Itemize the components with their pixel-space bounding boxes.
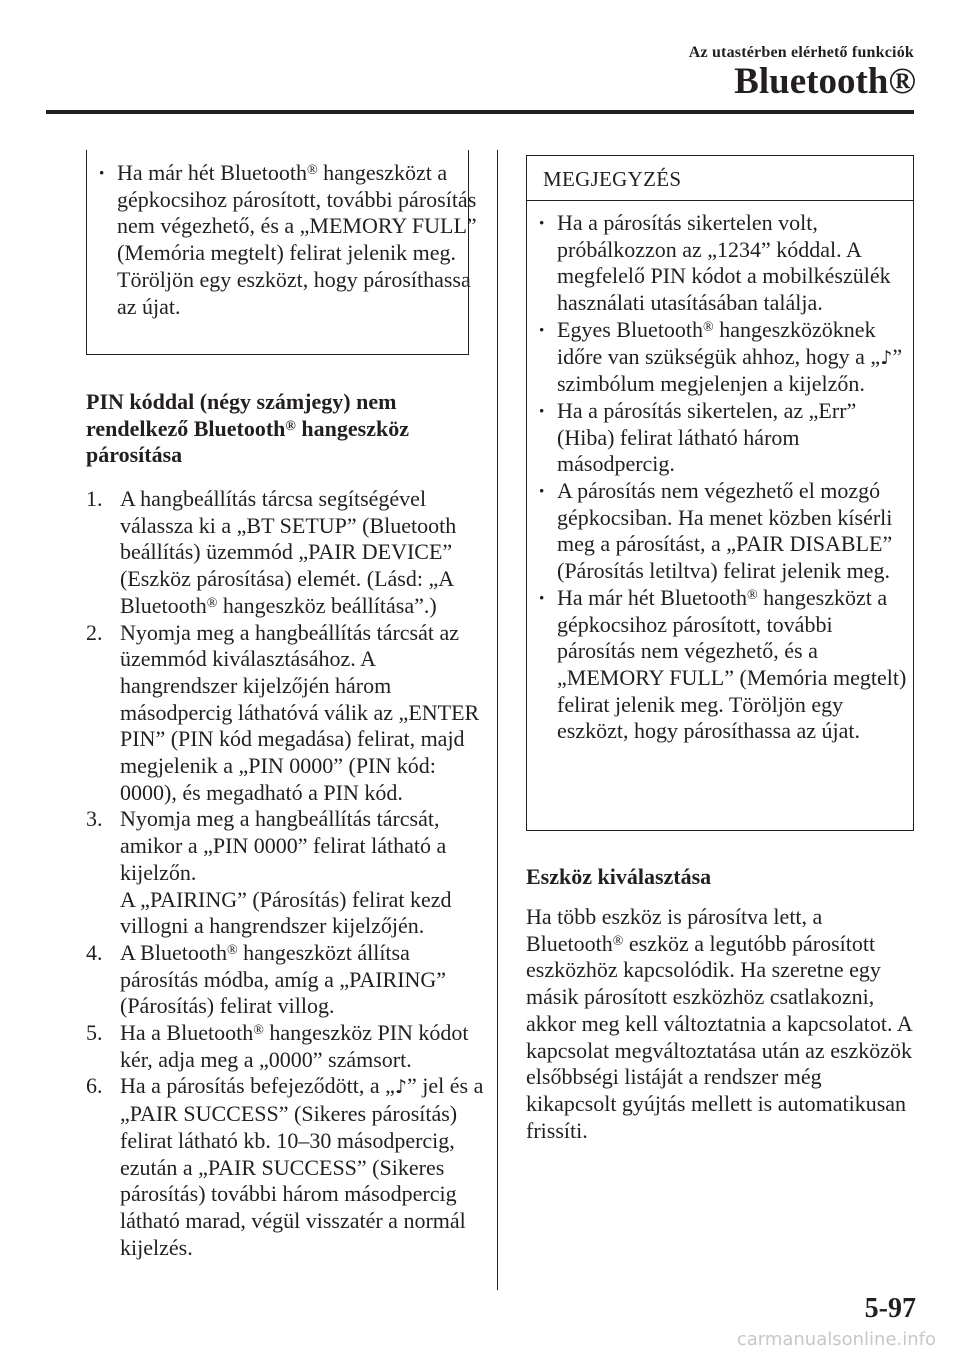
note-title: MEGJEGYZÉS bbox=[527, 156, 913, 201]
header-rule bbox=[46, 110, 914, 114]
note-list bbox=[527, 210, 911, 745]
step-item: 5. Ha a Bluetooth® hangeszköz PIN kódot kér, adja meg a „0000” számsort. bbox=[86, 1020, 469, 1072]
step-item: 2. Nyomja meg a hangbeállítás tárcsát az üzemmód kiválasztásához. A hangrendszer kijelzőjén három másodpercig láthatóvá válik az „ENTER PIN” (PIN kód megadása) felirat, majd megjelenik a „PIN 0000” (PIN kód: 0000), és megadható a PIN kód. bbox=[86, 619, 480, 805]
note-item: · Ha a párosítás sikertelen, az „Err” (Hiba) felirat látható három másodpercig. bbox=[527, 398, 911, 478]
note-item: · A párosítás nem végezhető el mozgó gépkocsiban. Ha menet közben kísérli meg a párosítást, a „PAIR DISABLE” (Párosítás letiltva) felirat jelenik meg. bbox=[527, 478, 911, 585]
note-box bbox=[526, 155, 914, 831]
step-item: 6. Ha a párosítás befejeződött, a „♪” jel és a „PAIR SUCCESS” (Sikeres párosítás) felirat látható kb. 10–30 másodpercig, ezután a „PAIR SUCCESS” (Sikeres párosítás) további három másodpercig látható marad, végül visszatér a normál kijelzés. bbox=[86, 1073, 484, 1260]
header-title: Bluetooth® bbox=[734, 61, 916, 102]
registered-sup: ® bbox=[307, 163, 318, 178]
pairing-steps bbox=[86, 486, 486, 1261]
pin-section-heading: PIN kóddal (négy számjegy) nem rendelkező Bluetooth® hangeszköz párosítása bbox=[86, 389, 409, 468]
page-number: 5-97 bbox=[864, 1293, 916, 1324]
header-section: Az utastérben elérhető funkciók bbox=[688, 44, 914, 61]
step-item: 1. A hangbeállítás tárcsa segítségével válassza ki a „BT SETUP” (Bluetooth beállítás) üzemmód „PAIR DEVICE” (Eszköz párosítása) elemét. (Lásd: „A Bluetooth® hangeszköz beállítása”.) bbox=[86, 486, 457, 618]
music-note-icon: ♪ bbox=[880, 346, 893, 369]
memory-full-box bbox=[86, 150, 477, 355]
step-item: 4. A Bluetooth® hangeszközt állítsa párosítás módba, amíg a „PAIRING” (Párosítás) felirat villog. bbox=[86, 939, 447, 1019]
device-select-heading: Eszköz kiválasztása bbox=[526, 864, 712, 889]
note-item: · Ha a párosítás sikertelen volt, próbálkozzon az „1234” kóddal. A megfelelő PIN kódot a mobilkészülék használati utasításában találja. bbox=[527, 210, 911, 317]
bullet-item: · Ha már hét Bluetooth® hangeszközt a gépkocsihoz párosított, további párosítás nem végezhető, és a „MEMORY FULL” (Memória megtelt) felirat jelenik meg. Töröljön egy eszközt, hogy párosíthassa az újat. bbox=[87, 160, 492, 320]
step-item: 3. Nyomja meg a hangbeállítás tárcsát, amikor a „PIN 0000” felirat látható a kijelzőn. A „PAIRING” (Párosítás) felirat kezd villogni a hangrendszer kijelzőjén. bbox=[86, 806, 452, 939]
device-select-paragraph: Ha több eszköz is párosítva lett, a Bluetooth® eszköz a legutóbb párosított eszközhöz kapcsolódik. Ha szeretne egy másik párosított eszközhöz csatlakozni, akkor meg kell változtatnia a kapcsolatot. A kapcsolat megváltoztatása után az eszközök elsőbbségi listáját a rendszer még kikapcsolt gyújtás mellett is automatikusan frissíti. bbox=[526, 904, 913, 1143]
watermark: carmanualsonline.info bbox=[736, 1329, 936, 1350]
note-item: · Egyes Bluetooth® hangeszközöknek időre van szükségük ahhoz, hogy a „♪” szimbólum megjelenjen a kijelzőn. bbox=[527, 317, 911, 398]
note-item: · Ha már hét Bluetooth® hangeszközt a gépkocsihoz párosított, további párosítás nem végezhető, és a „MEMORY FULL” (Memória megtelt) felirat jelenik meg. Töröljön egy eszközt, hogy párosíthassa az újat. bbox=[527, 585, 911, 745]
music-note-icon: ♪ bbox=[394, 1076, 408, 1099]
column-divider bbox=[497, 150, 498, 1290]
